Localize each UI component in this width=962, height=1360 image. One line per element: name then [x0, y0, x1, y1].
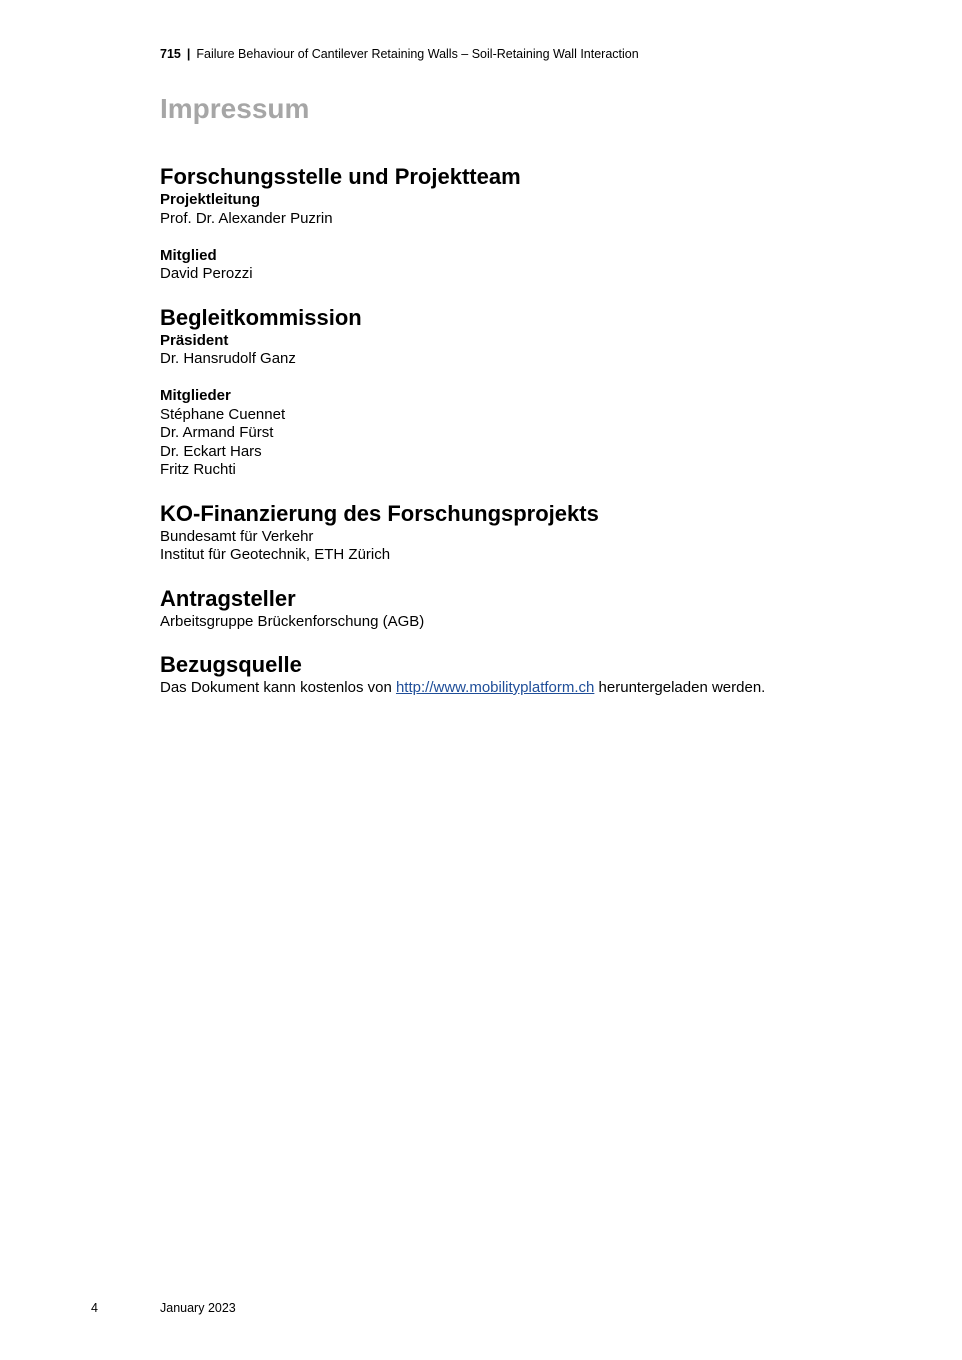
section-forschungsstelle [160, 163, 860, 284]
running-header [160, 46, 639, 62]
report-number: 715 [160, 47, 181, 61]
section-heading: Bezugsquelle [160, 652, 302, 677]
section-antragsteller [160, 585, 860, 632]
section-heading: Forschungsstelle und Projektteam [160, 164, 521, 189]
praesident-name: Dr. Hansrudolf Ganz [160, 350, 296, 367]
bezugsquelle-text [160, 679, 860, 698]
mitglied-item: Dr. Eckart Hars [160, 442, 262, 460]
mobilityplatform-link[interactable]: http://www.mobilityplatform.ch [395, 679, 595, 696]
mitglieder-group [160, 387, 860, 480]
section-begleitkommission [160, 304, 860, 480]
antragsteller-line: Arbeitsgruppe Brückenforschung (AGB) [160, 612, 425, 630]
bezugsquelle-text-before: Das Dokument kann kostenlos von [160, 679, 396, 696]
praesident-label: Präsident [160, 331, 229, 349]
section-heading: KO-Finanzierung des Forschungsprojekts [160, 500, 599, 526]
mitglied-item: Dr. Armand Fürst [160, 424, 274, 441]
section-bezugsquelle [160, 651, 860, 698]
section-heading: Antragsteller [160, 585, 296, 611]
finanzierung-line: Bundesamt für Verkehr [160, 527, 314, 545]
impressum-content [160, 163, 860, 698]
mitglied-group [160, 247, 860, 284]
mitglied-label: Mitglied [160, 246, 217, 264]
publication-date: January 2023 [160, 1301, 236, 1315]
projektleitung-label: Projektleitung [160, 191, 261, 208]
mitglied-item: Fritz Ruchti [160, 461, 236, 478]
header-separator: | [186, 47, 191, 61]
projektleitung-name: Prof. Dr. Alexander Puzrin [160, 209, 333, 227]
section-heading: Begleitkommission [160, 304, 362, 330]
finanzierung-line: Institut für Geotechnik, ETH Zürich [160, 546, 391, 563]
bezugsquelle-text-after: heruntergeladen werden. [594, 679, 766, 696]
praesident-group [160, 332, 860, 369]
mitglied-item: Stéphane Cuennet [160, 405, 286, 423]
page-title: Impressum [160, 93, 310, 124]
mitglieder-label: Mitglieder [160, 387, 231, 404]
section-finanzierung [160, 500, 860, 565]
projektleitung-group [160, 191, 860, 228]
report-title: Failure Behaviour of Cantilever Retaining Walls – Soil-Retaining Wall Interaction [196, 47, 639, 61]
mitglied-name: David Perozzi [160, 265, 253, 282]
page-number: 4 [91, 1301, 98, 1315]
